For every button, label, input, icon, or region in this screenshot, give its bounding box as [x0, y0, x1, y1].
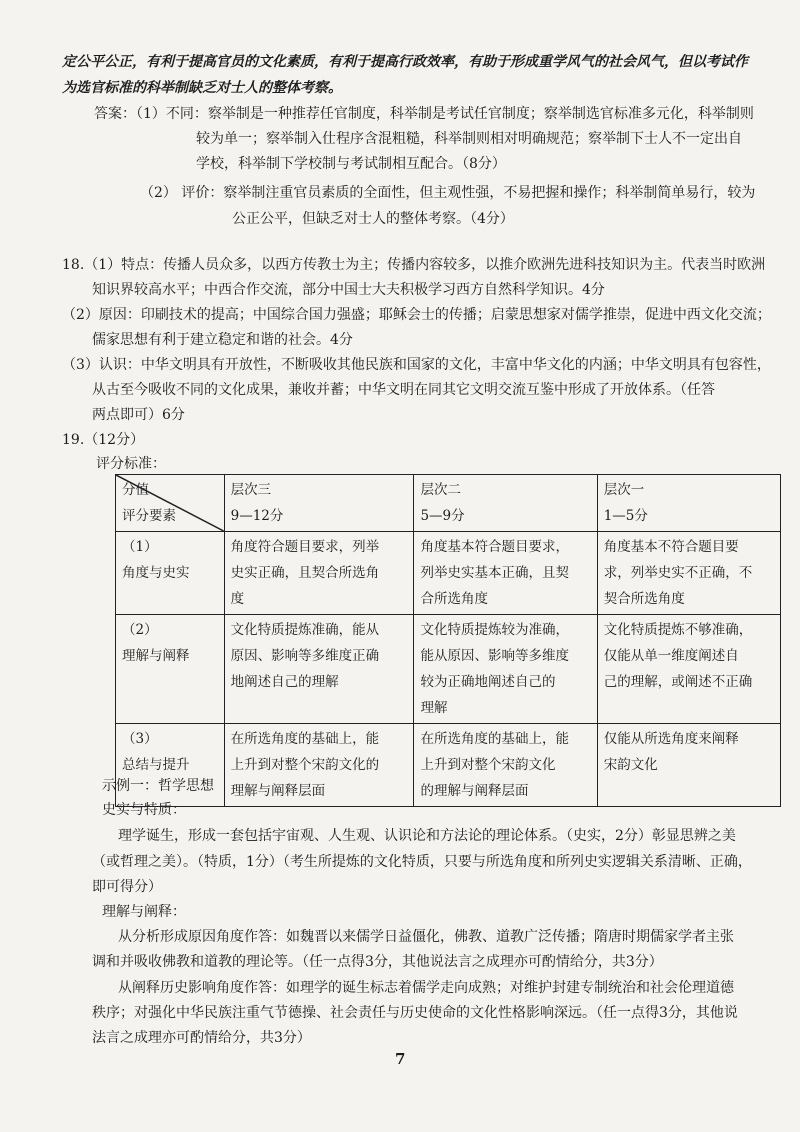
section-2-line-2: 调和并吸收佛教和道教的理论等。（任一点得3分，其他说法言之成理亦可酌情给分，共3分） — [92, 954, 663, 970]
q17-answer-1-line-2: 较为单一；察举制入仕程序含混粗糙，科举制则相对明确规范；察举制下士人不一定出自 — [196, 131, 742, 147]
cell-line: 较为正确地阐述自己的 — [420, 674, 556, 690]
q18-part-3-line-1: （3）认识：中华文明具有开放性，不断吸收其他民族和国家的文化，丰富中华文化的内涵；中华文明具有包容性， — [62, 357, 771, 373]
section-1-line-2: （或哲理之美）。（特质，1分）（考生所提炼的文化特质，只要与所选角度和所列史实逻辑关系清晰、正确， — [92, 854, 752, 870]
q17-answer-1-line-3: 学校，科举制下学校制与考试制相互配合。（8分） — [196, 156, 506, 172]
level-header-3 — [224, 475, 414, 532]
section-3-line-1: 从阐释历史影响角度作答：如理学的诞生标志着儒学走向成熟；对维护封建专制统治和社会伦理道德 — [118, 980, 734, 996]
section-1-line-3: 即可得分） — [92, 879, 162, 895]
cell-line: 原因、影响等多维度正确 — [230, 648, 380, 664]
cell-line: 契合所选角度 — [603, 591, 685, 607]
q18-part-3-line-2: 从古至今吸收不同的文化成果，兼收并蓄；中华文明在同其它文明交流互鉴中形成了开放体系。（任答 — [92, 382, 715, 398]
table-cell — [224, 615, 414, 724]
top-text-line-1: 定公平公正，有利于提高官员的文化素质，有利于提高行政效率，有助于形成重学风气的社会风气，但以考试作 — [62, 54, 748, 70]
corner-top-label: 分值 — [122, 482, 149, 498]
cell-line: 地阐述自己的理解 — [230, 674, 339, 690]
level-header-2 — [414, 475, 597, 532]
level-range: 9—12分 — [230, 508, 284, 524]
table-cell — [414, 615, 597, 724]
q19-heading: 19.（12分） — [62, 432, 145, 448]
cell-line: 史实正确，且契合所选角 — [230, 565, 380, 581]
cell-line: 求，列举史实不正确，不 — [603, 565, 753, 581]
q17-answer-2-line-2: 公正公平，但缺乏对士人的整体考察。（4分） — [232, 211, 514, 227]
cell-line: 在所选角度的基础上，能 — [230, 731, 380, 747]
table-corner-cell — [116, 475, 225, 532]
section-3-line-2: 秩序；对强化中华民族注重气节德操、社会责任与历史使命的文化性格影响深远。（任一点得3分，其他说 — [92, 1005, 738, 1021]
table-cell — [224, 532, 414, 615]
table-cell — [597, 724, 780, 807]
example-title: 示例一：哲学思想 — [102, 778, 214, 794]
table-cell — [414, 532, 597, 615]
section-2-line-1: 从分析形成原因角度作答：如魏晋以来儒学日益僵化，佛教、道教广泛传播；隋唐时期儒家学者主张 — [118, 929, 734, 945]
level-range: 5—9分 — [420, 508, 465, 524]
q17-answer-1-line-1: 答案：（1）不同：察举制是一种推荐任官制度，科举制是考试任官制度；察举制选官标准多元化，科举制则 — [94, 106, 754, 122]
section-1-line-1: 理学诞生，形成一套包括宇宙观、人生观、认识论和方法论的理论体系。（史实，2分）彰显思辨之美 — [118, 828, 736, 844]
cell-line: 列举史实基本正确，且契 — [420, 565, 569, 581]
cell-line: 在所选角度的基础上，能 — [420, 731, 569, 747]
table-header-row — [116, 475, 781, 532]
section-3-line-3: 法言之成理亦可酌情给分，共3分） — [92, 1030, 311, 1046]
level-header-1 — [597, 475, 780, 532]
cell-line: 上升到对整个宋韵文化 — [420, 757, 556, 773]
page-number: 7 — [395, 1050, 406, 1068]
cell-line: 己的理解，或阐述不正确 — [603, 674, 753, 690]
cell-line: 度 — [230, 591, 245, 607]
row-number: （3） — [122, 731, 158, 747]
row-label: 理解与阐释 — [122, 648, 190, 664]
level-name: 层次三 — [230, 482, 272, 498]
level-range: 1—5分 — [603, 508, 648, 524]
table-cell — [414, 724, 597, 807]
row-number: （2） — [122, 622, 158, 638]
cell-line: 理解 — [420, 700, 448, 716]
q18-part-3-line-3: 两点即可）6分 — [92, 407, 185, 423]
cell-line: 角度基本符合题目要求， — [420, 539, 569, 555]
cell-line: 上升到对整个宋韵文化的 — [230, 757, 380, 773]
q19-criteria-label: 评分标准： — [96, 456, 166, 472]
cell-line: 理解与阐释层面 — [230, 783, 326, 799]
corner-bottom-label: 评分要素 — [122, 508, 176, 524]
row-number: （1） — [122, 539, 158, 555]
q18-part-1-line-2: 知识界较高水平；中西合作交流，部分中国士大夫积极学习西方自然科学知识。4分 — [92, 282, 605, 298]
row-label-cell — [116, 532, 225, 615]
table-cell — [224, 724, 414, 807]
q18-part-1-line-1: 18.（1）特点：传播人员众多，以西方传教士为主；传播内容较多，以推介欧洲先进科技知识为主。代表当时欧洲 — [62, 257, 766, 273]
table-row — [116, 724, 781, 807]
cell-line: 角度符合题目要求，列举 — [230, 539, 380, 555]
cell-line: 宋韵文化 — [603, 757, 658, 773]
row-label: 角度与史实 — [122, 565, 190, 581]
q18-part-2-line-2: 儒家思想有利于建立稳定和谐的社会。4分 — [92, 332, 353, 348]
cell-line: 能从原因、影响等多维度 — [420, 648, 569, 664]
cell-line: 仅能从单一维度阐述自 — [603, 648, 739, 664]
table-row — [116, 532, 781, 615]
cell-line: 仅能从所选角度来阐释 — [603, 731, 739, 747]
row-label-cell — [116, 615, 225, 724]
top-text-line-2: 为选官标准的科举制缺乏对士人的整体考察。 — [62, 80, 342, 96]
cell-line: 文化特质提炼不够准确， — [603, 622, 753, 638]
section-2-title: 理解与阐释： — [102, 904, 186, 920]
cell-line: 的理解与阐释层面 — [420, 783, 529, 799]
table-row — [116, 615, 781, 724]
q17-answer-2-line-1: （2） 评价：察举制注重官员素质的全面性，但主观性强，不易把握和操作；科举制简单易行，较为 — [140, 185, 756, 201]
level-name: 层次一 — [603, 482, 645, 498]
cell-line: 文化特质提炼准确，能从 — [230, 622, 380, 638]
cell-line: 角度基本不符合题目要 — [603, 539, 739, 555]
cell-line: 文化特质提炼较为准确， — [420, 622, 569, 638]
table-cell — [597, 615, 780, 724]
table-cell — [597, 532, 780, 615]
q18-part-2-line-1: （2）原因：印刷技术的提高；中国综合国力强盛；耶稣会士的传播；启蒙思想家对儒学推崇，促进中西文化交流； — [62, 307, 771, 323]
cell-line: 合所选角度 — [420, 591, 488, 607]
level-name: 层次二 — [420, 482, 461, 498]
row-label: 总结与提升 — [122, 757, 190, 773]
scoring-table — [115, 474, 781, 807]
section-1-title: 史实与特质： — [102, 802, 186, 818]
